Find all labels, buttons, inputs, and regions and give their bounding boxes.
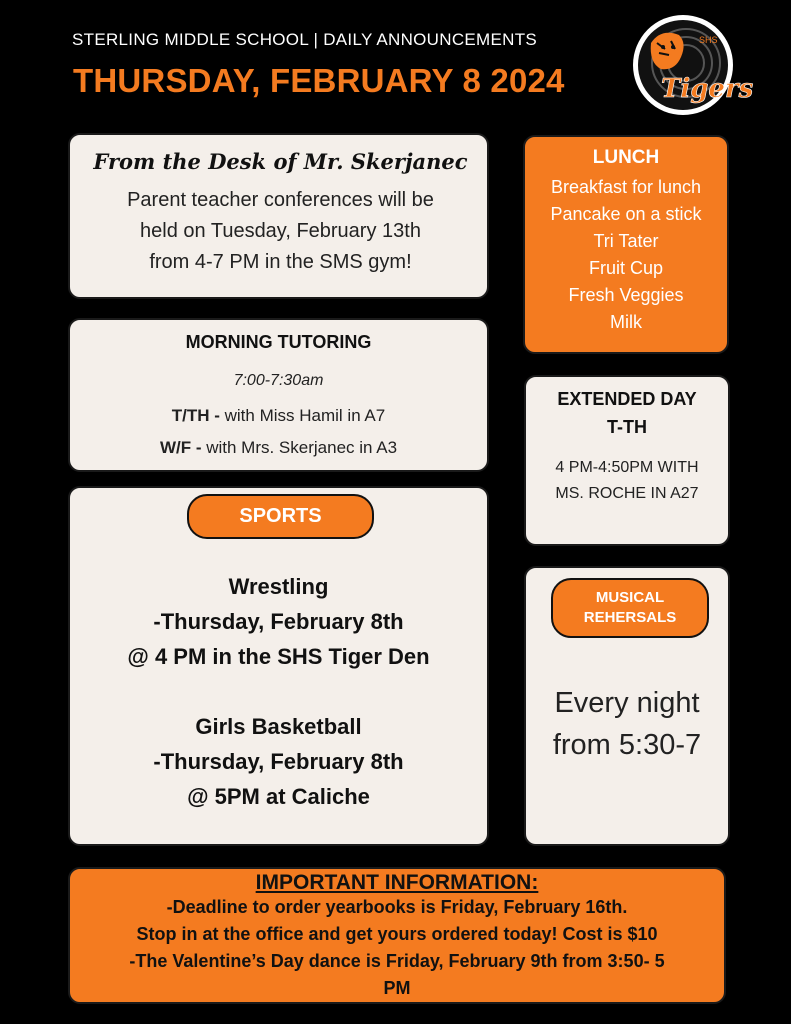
sports-line: @ 5PM at Caliche — [187, 784, 370, 809]
desk-title: From the Desk of Mr. Skerjanec — [93, 149, 468, 174]
lunch-item: Breakfast for lunch — [550, 177, 702, 197]
important-info-card — [68, 867, 726, 1004]
musical-pill-line: MUSICAL — [595, 589, 665, 606]
info-title: IMPORTANT INFORMATION: — [255, 871, 539, 894]
info-body — [70, 894, 724, 1002]
musical-pill — [551, 578, 709, 638]
lunch-item: Pancake on a stick — [550, 204, 702, 224]
info-line: -The Valentine’s Day dance is Friday, February 9th from 3:50- 5 — [129, 951, 665, 971]
musical-pill-line: REHERSALS — [583, 609, 677, 626]
extended-title-line: T-TH — [607, 417, 647, 437]
tigers-logo — [631, 13, 754, 117]
info-line: PM — [383, 978, 411, 998]
tutoring-day-label: T/TH - — [171, 406, 220, 425]
tutoring-line-tth — [70, 406, 487, 426]
desk-line: from 4-7 PM in the SMS gym! — [149, 251, 412, 273]
sports-line: @ 4 PM in the SHS Tiger Den — [127, 644, 430, 669]
extended-title — [526, 385, 728, 441]
musical-body-line: from 5:30-7 — [552, 729, 702, 761]
musical-body-line: Every night — [554, 687, 700, 719]
sports-card — [68, 486, 489, 846]
header-subtitle: STERLING MIDDLE SCHOOL | DAILY ANNOUNCEMENTS — [72, 30, 538, 49]
extended-body — [526, 455, 728, 507]
sports-line: -Thursday, February 8th — [153, 749, 404, 774]
lunch-item: Tri Tater — [593, 231, 659, 251]
lunch-item: Fresh Veggies — [568, 285, 684, 305]
tutoring-teacher: with Mrs. Skerjanec in A3 — [201, 438, 398, 457]
lunch-item: Milk — [610, 312, 642, 332]
lunch-title: LUNCH — [592, 147, 660, 168]
extended-day-card — [524, 375, 730, 546]
musical-body — [526, 682, 728, 766]
lunch-menu — [525, 174, 727, 336]
info-line: -Deadline to order yearbooks is Friday, February 16th. — [166, 897, 628, 917]
extended-body-line: MS. ROCHE IN A27 — [555, 485, 699, 502]
sports-line: -Thursday, February 8th — [153, 609, 404, 634]
tutoring-card — [68, 318, 489, 472]
lunch-item: Fruit Cup — [588, 258, 664, 278]
tutoring-teacher: with Miss Hamil in A7 — [219, 406, 386, 425]
logo-wordmark: Tigers — [661, 74, 754, 104]
sports-line: Wrestling — [228, 574, 329, 599]
logo-ring-text: SHS — [699, 35, 718, 45]
extended-body-line: 4 PM-4:50PM WITH — [555, 459, 699, 476]
sports-line — [70, 674, 487, 709]
musical-card — [524, 566, 730, 846]
page-title: THURSDAY, FEBRUARY 8 2024 — [73, 62, 565, 99]
desk-body — [70, 185, 491, 278]
sports-line: Girls Basketball — [195, 714, 362, 739]
sports-pill: SPORTS — [187, 494, 374, 539]
sports-schedule — [70, 569, 487, 814]
tutoring-line-wf — [70, 438, 487, 458]
desk-card — [68, 133, 489, 299]
info-line: Stop in at the office and get yours ordered today! Cost is $10 — [136, 924, 658, 944]
lunch-card — [523, 135, 729, 354]
tutoring-day-label: W/F - — [159, 438, 202, 457]
tutoring-title: MORNING TUTORING — [185, 332, 372, 352]
tutoring-time: 7:00-7:30am — [233, 372, 324, 389]
desk-line: Parent teacher conferences will be — [127, 189, 434, 211]
extended-title-line: EXTENDED DAY — [557, 389, 697, 409]
desk-line: held on Tuesday, February 13th — [140, 220, 421, 242]
